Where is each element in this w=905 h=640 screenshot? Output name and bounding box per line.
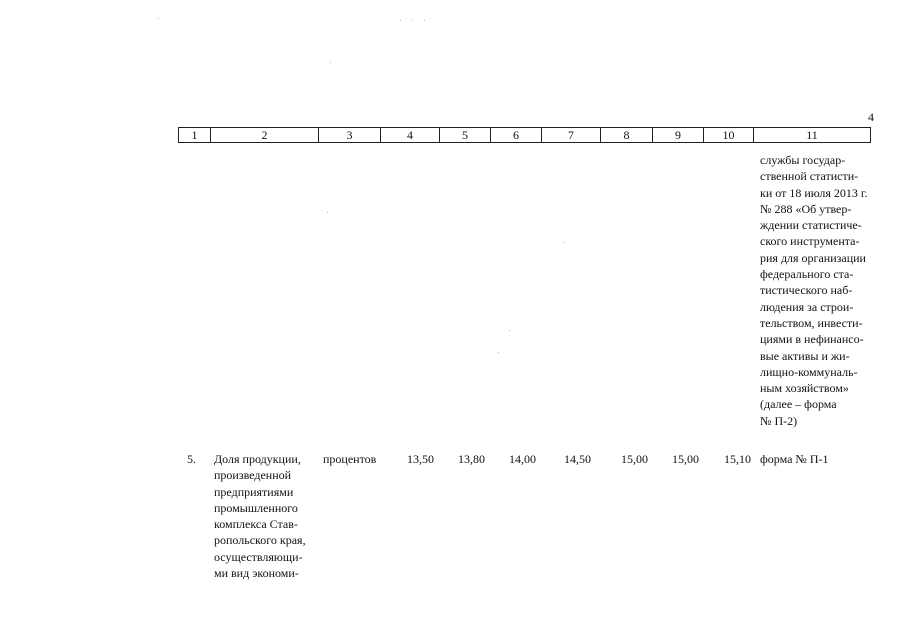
scan-speck <box>563 242 564 243</box>
scan-speck <box>498 352 499 353</box>
col-header-8: 8 <box>601 128 653 143</box>
scan-speck <box>327 212 328 213</box>
text-line: ки от 18 июля 2013 г. <box>760 185 868 200</box>
text-line: службы государ- <box>760 153 846 167</box>
value-col-7: 14,50 <box>564 452 591 466</box>
text-line: людения за строи- <box>760 299 854 314</box>
text-line: ственной статисти- <box>760 169 859 184</box>
text-line: ми вид экономи- <box>214 566 299 581</box>
value-col-4: 13,50 <box>407 452 434 466</box>
text-line: циями в нефинансо- <box>760 332 864 347</box>
text-line: (далее – форма <box>760 397 837 412</box>
col-header-1: 1 <box>179 128 211 143</box>
col-header-3: 3 <box>319 128 381 143</box>
scan-speck <box>400 20 401 21</box>
text-line: тельством, инвести- <box>760 315 863 330</box>
value-col-10: 15,10 <box>724 452 751 466</box>
text-line: лищно-коммуналь- <box>760 364 858 379</box>
text-line: промышленного <box>214 500 298 515</box>
text-line: предприятиями <box>214 484 294 499</box>
text-line: федерального ста- <box>760 267 854 282</box>
col-header-2: 2 <box>211 128 319 143</box>
text-line: № П-2) <box>760 413 798 428</box>
text-line: ждении статистиче- <box>760 218 862 233</box>
text-line: ского инструмента- <box>760 234 860 249</box>
text-line: осуществляющи- <box>214 549 303 564</box>
scan-speck <box>509 330 510 331</box>
text-line: тистического наб- <box>760 283 853 298</box>
text-line: вые активы и жи- <box>760 348 850 363</box>
col-header-10: 10 <box>704 128 754 143</box>
col-header-4: 4 <box>381 128 440 143</box>
indicator-name <box>214 451 318 581</box>
row-number: 5. <box>187 452 196 466</box>
col11-continuation-text <box>760 152 872 429</box>
text-line: № 288 «Об утвер- <box>760 201 852 216</box>
value-col-9: 15,00 <box>672 452 699 466</box>
scan-speck <box>424 20 425 21</box>
text-line: рия для организации <box>760 250 866 265</box>
col-header-11: 11 <box>754 128 871 143</box>
col-header-5: 5 <box>440 128 491 143</box>
text-line: Доля продукции, <box>214 452 301 466</box>
col-header-6: 6 <box>491 128 542 143</box>
text-line: произведенной <box>214 468 292 483</box>
text-line: ропольского края, <box>214 533 306 548</box>
col-header-9: 9 <box>653 128 704 143</box>
unit-of-measure: процентов <box>323 452 377 466</box>
scan-speck <box>412 20 413 21</box>
value-col-8: 15,00 <box>621 452 648 466</box>
col-header-7: 7 <box>542 128 601 143</box>
table-header <box>178 127 871 143</box>
scan-speck <box>330 62 331 63</box>
value-col-6: 14,00 <box>509 452 536 466</box>
text-line: ным хозяйством» <box>760 381 849 396</box>
data-source: форма № П-1 <box>760 452 829 466</box>
value-col-5: 13,80 <box>458 452 485 466</box>
page-number: 4 <box>868 110 874 124</box>
scan-speck <box>158 18 159 19</box>
text-line: комплекса Став- <box>214 517 298 532</box>
